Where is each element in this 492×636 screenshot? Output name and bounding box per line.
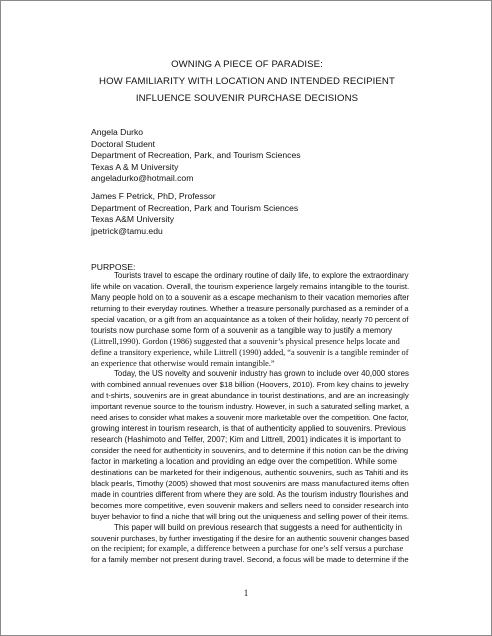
title-line-3: INFLUENCE SOUVENIR PURCHASE DECISIONS — [135, 93, 359, 104]
body-line: need arises to consider what makes a souvenir more marketable over the competition. One factor, — [91, 413, 409, 423]
body-line: Tourists travel to escape the ordinary routine of daily life, to explore the extraordinary — [114, 271, 409, 280]
body-line: destinations can be marketed for their indigenous, authentic souvenirs, such as Tahiti and its — [91, 467, 409, 477]
author-name: Angela Durko — [91, 127, 144, 137]
body-line: an experience that otherwise would remain intangible.” — [91, 358, 275, 368]
author-department: Department of Recreation, Park and Tourism Sciences — [91, 202, 299, 213]
body-line: for a family member not present during travel. Second, a focus will be made to determine if the — [91, 555, 409, 565]
author-university: Texas A&M University — [91, 214, 175, 225]
author-university: Texas A & M University — [91, 161, 179, 172]
body-line: and t-shirts, souvenirs are in great abundance in tourist destinations, and are an increasingly — [91, 391, 409, 401]
body-line: tourists now purchase some form of a souvenir as a tangible way to justify a memory — [91, 325, 392, 335]
body-line: Many people hold on to a souvenir as a escape mechanism to their vacation memories after — [91, 292, 410, 302]
title-line-1: OWNING A PIECE OF PARADISE: — [171, 59, 323, 70]
body-line: black pearls, Timothy (2005) showed that most souvenirs are mass manufactured items often — [91, 478, 409, 488]
body-line: growing interest in tourism research, is that of authenticity applied to souvenirs. Previous — [91, 424, 406, 434]
title-line-2: HOW FAMILIARITY WITH LOCATION AND INTENDED RECIPIENT — [99, 76, 395, 87]
body-line: on the recipient; for example, a difference between a purchase for one’s self versus a purchase — [91, 544, 404, 554]
body-line: life while on vacation. Overall, the tourism experience largely remains intangible to the tourist. — [91, 281, 410, 291]
section-heading-purpose: PURPOSE: — [91, 262, 136, 272]
body-line: factor in marketing a location and providing an edge over the competition. While some — [91, 456, 397, 466]
body-line: with combined annual revenues over $18 billion (Hoovers, 2010). From key chains to jewelry — [91, 380, 409, 390]
author-email: angeladurko@hotmail.com — [91, 173, 194, 184]
paper-title — [41, 56, 453, 107]
body-line: returning to their everyday routines. Whether a treasure personally purchased as a reminder of a — [91, 303, 409, 313]
author-name: James F Petrick, PhD, Professor — [91, 191, 216, 201]
body-text — [91, 271, 411, 566]
body-line: souvenir purchases, by further investigating if the desire for an authentic souvenir changes based — [91, 533, 409, 543]
body-line: research (Hashimoto and Telfer, 2007; Kim and Littrell, 2001) indicates it is important to — [91, 435, 401, 445]
body-line: define a transitory experience, while Littrell (1990) added, “a souvenir is a tangible reminder of — [91, 347, 409, 357]
body-line: This paper will build on previous research that suggests a need for authenticity in — [114, 522, 403, 532]
author-role: Doctoral Student — [91, 138, 156, 149]
author-block-2 — [91, 191, 298, 237]
author-block-1 — [91, 127, 301, 185]
body-line: buyer behavior to find a niche that will bring out the uniqueness and selling power of their items. — [91, 511, 409, 521]
author-department: Department of Recreation, Park, and Tourism Sciences — [91, 150, 301, 161]
author-email: jpetrick@tamu.edu — [91, 225, 163, 236]
body-line: (Littrell,1990). Gordon (1986) suggested that a souvenir’s physical presence helps locate and — [91, 336, 400, 346]
body-line: made in countries different from where they are sold. As the tourism industry flourishes and — [91, 489, 409, 499]
body-line: special vacation, or a gift from an acquaintance as a token of their holiday, nearly 70 percent of — [91, 314, 409, 324]
body-line: consider the need for authenticity in souvenirs, and to determine if this notion can be the driving — [91, 446, 409, 455]
body-line: important revenue source to the tourism industry. However, in such a saturated selling market, a — [91, 402, 409, 412]
body-line: Today, the US novelty and souvenir industry has grown to include over 40,000 stores — [114, 369, 409, 379]
page-number: 1 — [243, 588, 249, 598]
body-line: becomes more competitive, even souvenir makers and sellers need to consider research into — [91, 500, 409, 510]
